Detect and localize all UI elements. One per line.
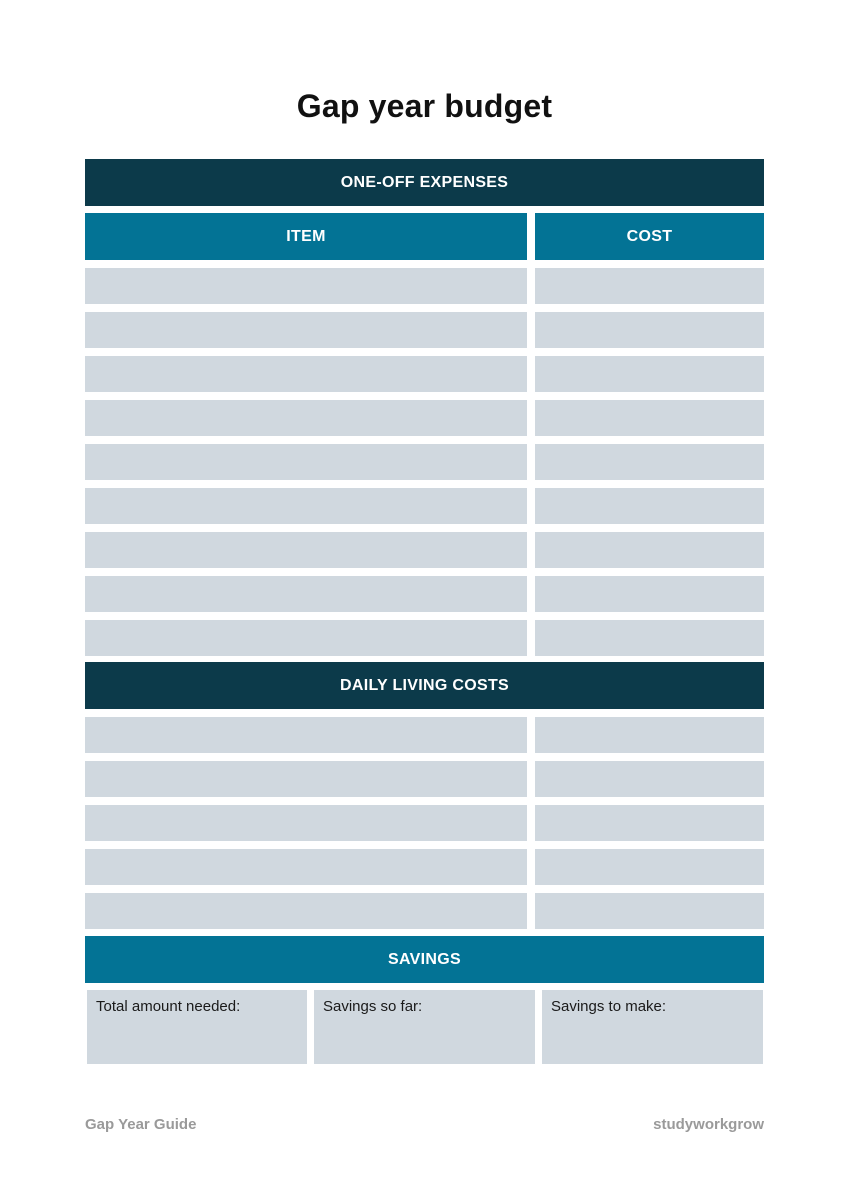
section-header-daily-living: DAILY LIVING COSTS: [85, 662, 764, 709]
item-cell[interactable]: [85, 849, 527, 885]
cost-cell[interactable]: [535, 805, 764, 841]
cost-cell[interactable]: [535, 532, 764, 568]
table-row: [85, 576, 764, 612]
savings-so-far-field[interactable]: [314, 990, 535, 1064]
cost-cell[interactable]: [535, 717, 764, 753]
item-cell[interactable]: [85, 805, 527, 841]
table-row: [85, 312, 764, 348]
table-row: [85, 400, 764, 436]
table-row: [85, 532, 764, 568]
item-cell[interactable]: [85, 620, 527, 656]
total-amount-needed-field[interactable]: [87, 990, 307, 1064]
item-cell[interactable]: [85, 893, 527, 929]
table-row: [85, 761, 764, 797]
page-title: Gap year budget: [296, 88, 553, 124]
footer-brand: studyworkgrow: [653, 1116, 764, 1133]
item-cell[interactable]: [85, 444, 527, 480]
section-header-one-off: ONE-OFF EXPENSES: [85, 159, 764, 206]
cost-cell[interactable]: [535, 893, 764, 929]
table-row: [85, 805, 764, 841]
cost-cell[interactable]: [535, 488, 764, 524]
savings-to-make-label: Savings to make:: [551, 998, 667, 1015]
cost-cell[interactable]: [535, 576, 764, 612]
savings-so-far-label: Savings so far:: [323, 998, 423, 1015]
table-row: [85, 444, 764, 480]
table-row: [85, 488, 764, 524]
table-row: [85, 849, 764, 885]
item-cell[interactable]: [85, 488, 527, 524]
table-row: [85, 356, 764, 392]
cost-cell[interactable]: [535, 356, 764, 392]
cost-cell[interactable]: [535, 268, 764, 304]
column-header-item: ITEM: [85, 213, 527, 260]
item-cell[interactable]: [85, 717, 527, 753]
cost-cell[interactable]: [535, 849, 764, 885]
cost-cell[interactable]: [535, 620, 764, 656]
table-row: [85, 717, 764, 753]
cost-cell[interactable]: [535, 444, 764, 480]
table-row: [85, 620, 764, 656]
item-cell[interactable]: [85, 576, 527, 612]
column-header-cost: COST: [535, 213, 764, 260]
item-cell[interactable]: [85, 761, 527, 797]
table-row: [85, 893, 764, 929]
cost-cell[interactable]: [535, 312, 764, 348]
savings-to-make-field[interactable]: [542, 990, 763, 1064]
cost-cell[interactable]: [535, 761, 764, 797]
table-row: [85, 268, 764, 304]
item-cell[interactable]: [85, 356, 527, 392]
item-cell[interactable]: [85, 400, 527, 436]
section-header-savings: SAVINGS: [85, 936, 764, 983]
total-amount-needed-label: Total amount needed:: [96, 998, 241, 1015]
item-cell[interactable]: [85, 312, 527, 348]
footer-guide-name: Gap Year Guide: [85, 1116, 197, 1133]
item-cell[interactable]: [85, 268, 527, 304]
cost-cell[interactable]: [535, 400, 764, 436]
item-cell[interactable]: [85, 532, 527, 568]
